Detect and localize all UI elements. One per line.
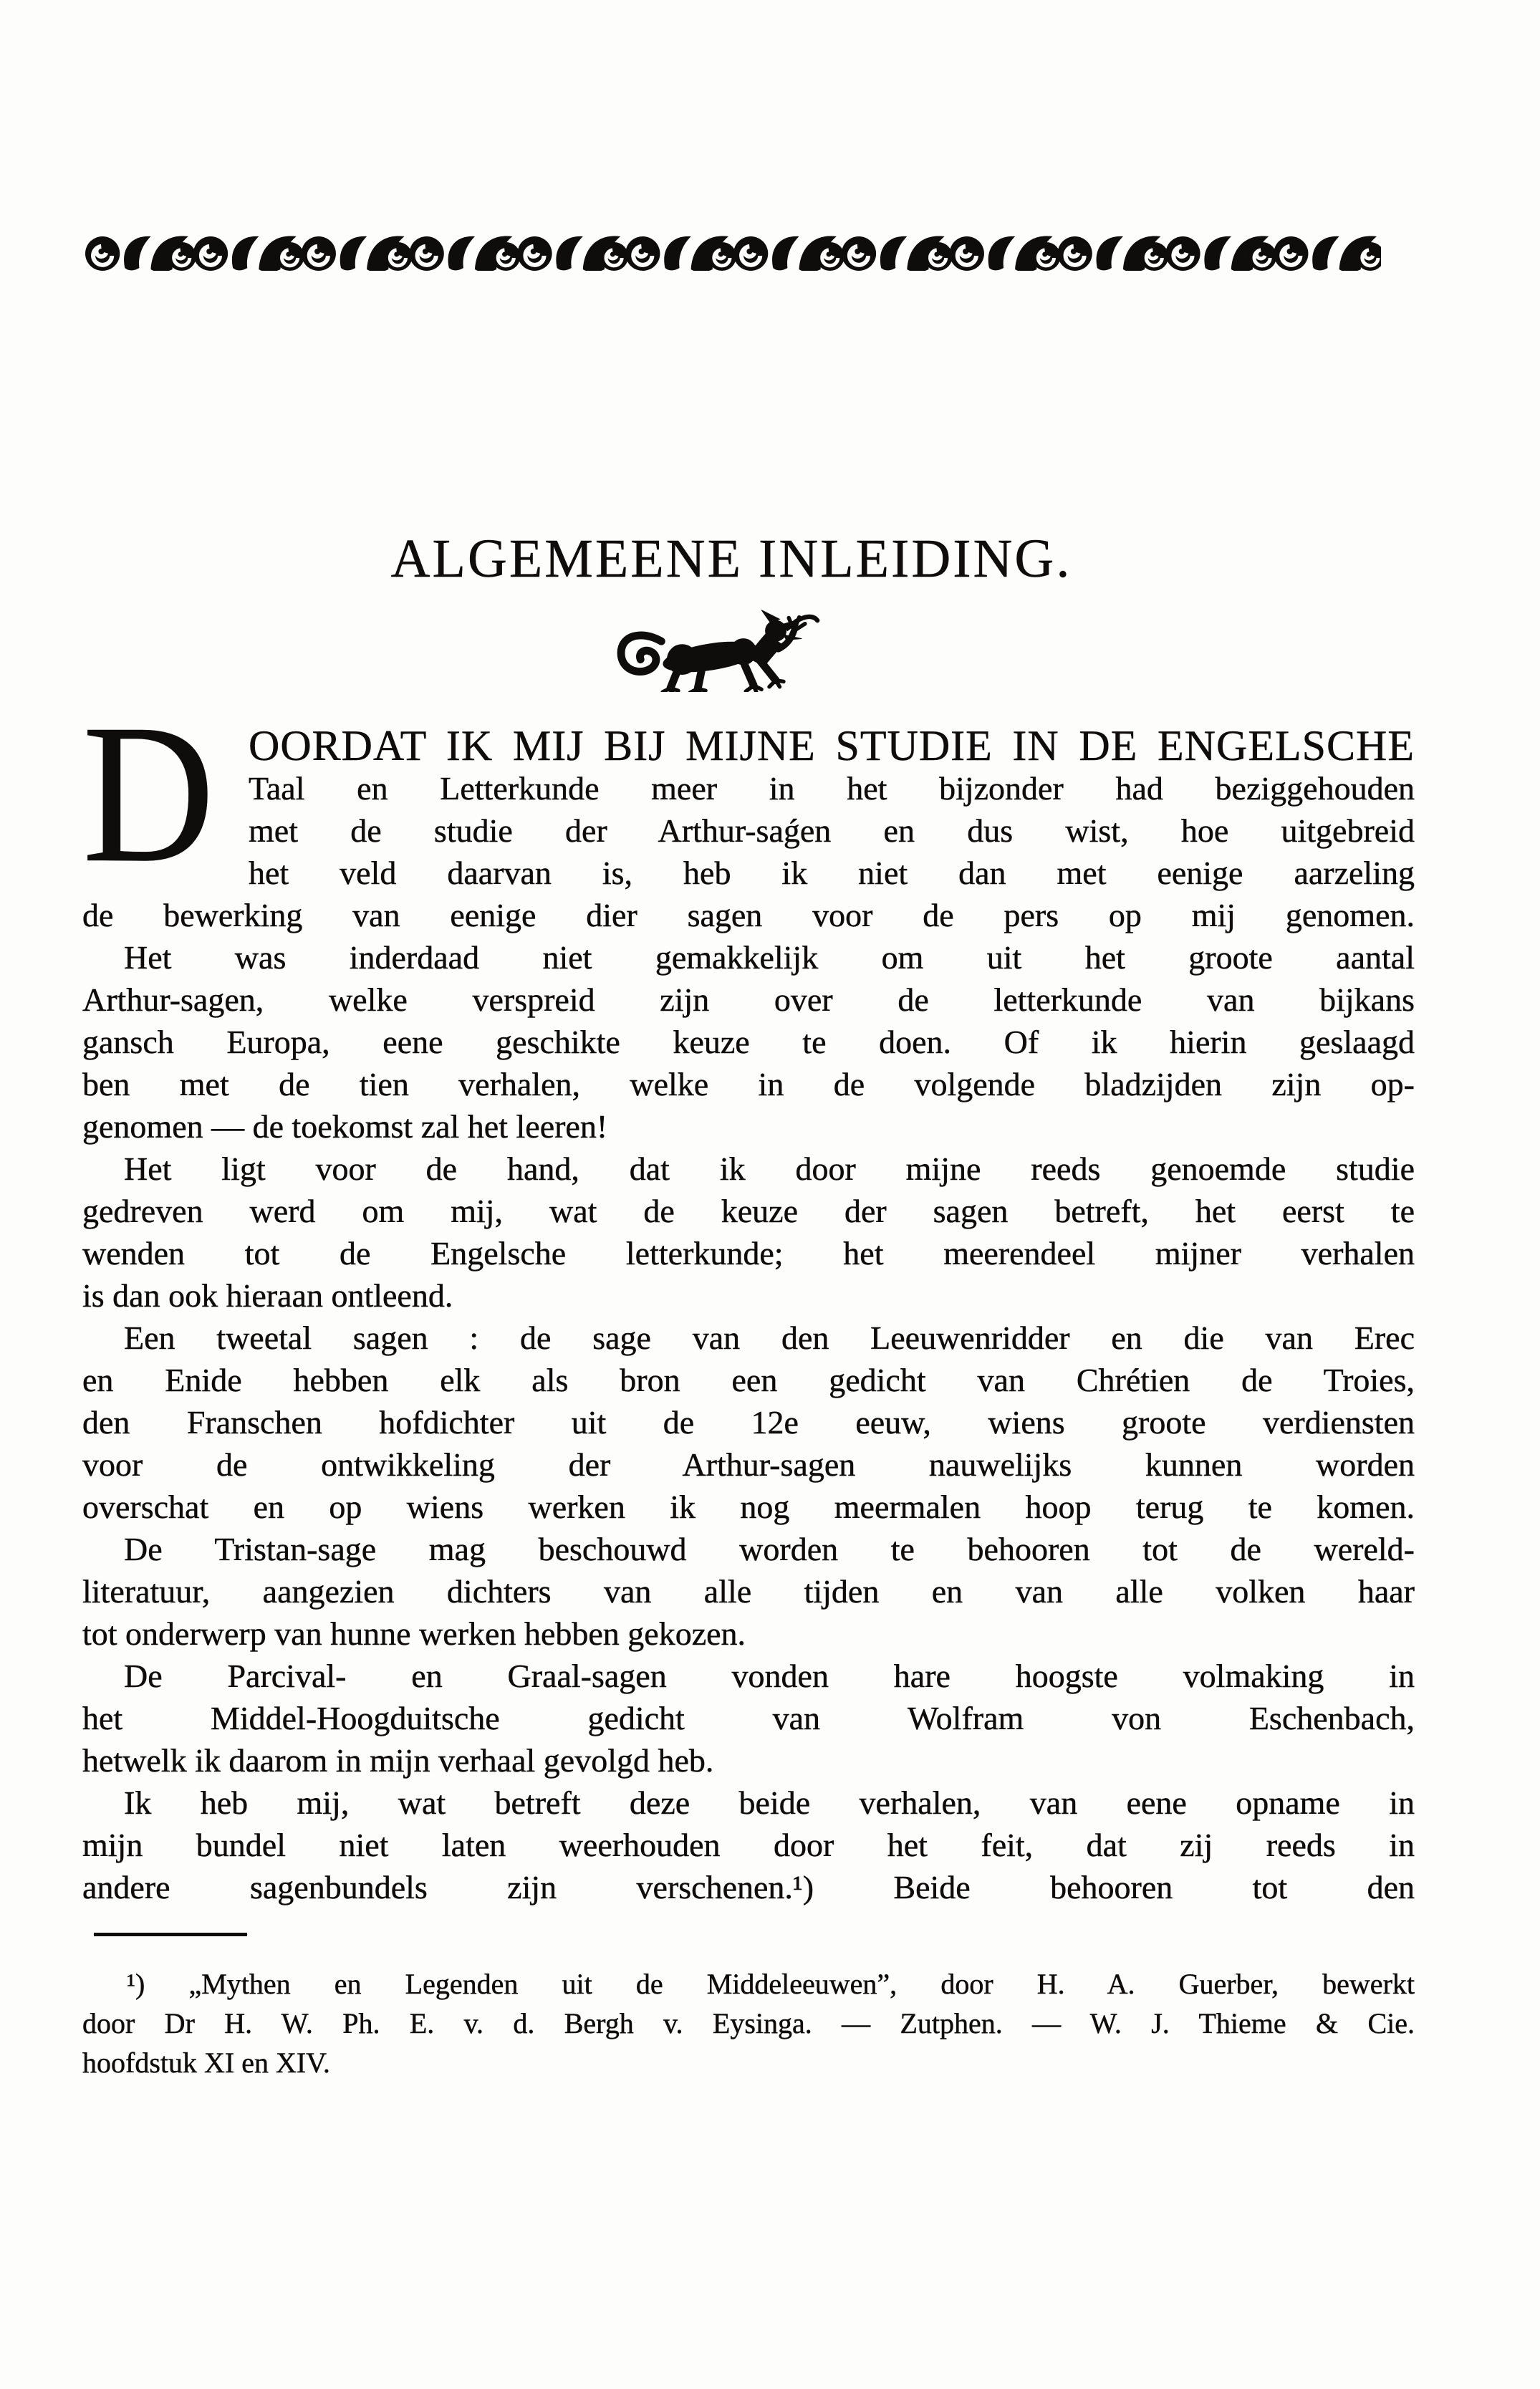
text-line: ben met de tien verhalen, welke in de volgende bladzijden zijn op- [82,1066,1415,1102]
text-line: de bewerking van eenige dier sagen voor de pers op mij genomen. [82,897,1415,933]
text-line: literatuur, aangezien dichters van alle tijden en van alle volken haar [82,1573,1415,1610]
text-line: Taal en Letterkunde meer in het bijzonder had beziggehouden [249,770,1415,807]
text-line: Arthur-sagen, welke verspreid zijn over de letterkunde van bijkans [82,981,1415,1018]
text-line: De Parcival- en Graal-sagen vonden hare hoogste volmaking in [124,1658,1415,1694]
paragraph [82,1655,1415,1782]
scroll-border-ornament [85,231,1381,271]
page-title: ALGEMEENE INLEIDING. [390,529,1072,589]
dragon-ornament [584,607,856,692]
paragraph [82,1317,1415,1528]
text-line: andere sagenbundels zijn verschenen.¹) Beide behooren tot den [82,1869,1415,1905]
text-line: gansch Europa, eene geschikte keuze te doen. Of ik hierin geslaagd [82,1024,1415,1060]
introduction-text [82,683,1415,1908]
text-line: is dan ook hieraan ontleend. [82,1277,453,1314]
paragraph [82,936,1415,1148]
text-line: den Franschen hofdichter uit de 12e eeuw, wiens groote verdiensten [82,1404,1415,1441]
text-line: overschat en op wiens werken ik nog meermalen hoop terug te komen. [82,1489,1415,1525]
text-line: Het was inderdaad niet gemakkelijk om uit het groote aantal [124,939,1415,976]
text-line: het Middel-Hoogduitsche gedicht van Wolfram von Eschenbach, [82,1700,1415,1736]
text-line: en Enide hebben elk als bron een gedicht van Chrétien de Troies, [82,1362,1415,1398]
text-line: wenden tot de Engelsche letterkunde; het meerendeel mijner verhalen [82,1235,1415,1272]
paragraph [82,1528,1415,1655]
text-line: Een tweetal sagen : de sage van den Leeuwenridder en die van Erec [124,1320,1415,1356]
footnote-text [82,1964,1415,2082]
text-line: Ik heb mij, wat betreft deze beide verhalen, van eene opname in [124,1784,1415,1821]
text-line: Het ligt voor de hand, dat ik door mijne reeds genoemde studie [124,1150,1415,1187]
text-line: tot onderwerp van hunne werken hebben gekozen. [82,1615,746,1652]
text-line: mijn bundel niet laten weerhouden door het feit, dat zij reeds in [82,1827,1415,1863]
paragraph [82,1782,1415,1908]
text-line: gedreven werd om mij, wat de keuze der sagen betreft, het eerst te [82,1193,1415,1229]
footnote-divider [94,1933,247,1936]
text-line: OORDAT IK MIJ BIJ MIJNE STUDIE IN DE ENGELSCHE [249,722,1415,769]
text-line: met de studie der Arthur-saǵen en dus wist, hoe uitgebreid [249,812,1415,849]
drop-cap-letter: D [82,683,215,904]
drop-cap-box [82,683,249,904]
footnote-line: door Dr H. W. Ph. E. v. d. Bergh v. Eysinga. — Zutphen. — W. J. Thieme & Cie. [82,2007,1415,2039]
paragraph [82,683,1415,936]
footnote-line: hoofdstuk XI en XIV. [82,2047,330,2079]
text-line: hetwelk ik daarom in mijn verhaal gevolgd heb. [82,1742,714,1779]
paragraph [82,1148,1415,1317]
footnote [82,1933,1415,2082]
text-line: voor de ontwikkeling der Arthur-sagen nauwelijks kunnen worden [82,1446,1415,1483]
text-line: De Tristan-sage mag beschouwd worden te behooren tot de wereld- [124,1531,1415,1567]
footnote-line: ¹) „Mythen en Legenden uit de Middeleeuwen”, door H. A. Guerber, bewerkt [127,1968,1415,2000]
text-line: het veld daarvan is, heb ik niet dan met eenige aarzeling [249,855,1415,891]
text-line: genomen — de toekomst zal het leeren! [82,1108,608,1145]
